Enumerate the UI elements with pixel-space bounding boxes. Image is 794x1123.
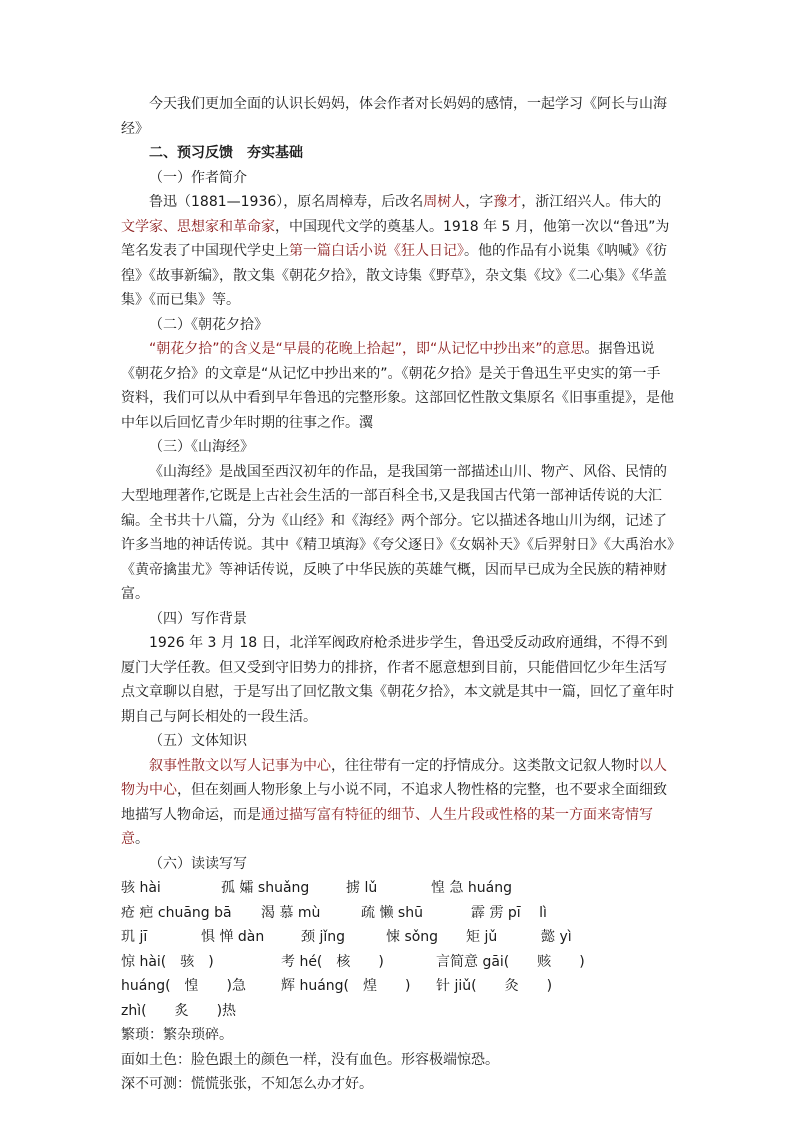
vocab-item: 渴 慕 mù: [261, 904, 321, 921]
definition-line: 繁琐：繁杂琐碎。: [121, 1027, 233, 1043]
vocab-item: 悚 sǒng: [386, 929, 439, 945]
vocab-row: [121, 950, 674, 975]
background-paragraph: 1926 年 3 月 18 日，北洋军阀政府枪杀进步学生，鲁迅受反动政府通缉，不得不到厦门大学任教。但又受到守旧势力的排挤，作者不愿意想到目前，只能借回忆少年生活写点文章聊以自慰，于是写出了回忆散文集《朝花夕拾》，本文就是其中一篇，回忆了童年时期自己与阿长相处的一段生活。: [121, 635, 674, 725]
zhaohua-paragraph: [121, 337, 674, 435]
text: ，浙江绍兴人。伟大的: [521, 194, 662, 210]
vocab-item: 惊 hài( 骇 ): [121, 953, 214, 970]
highlight-name: 周树人: [423, 194, 466, 210]
vocab-row: [121, 999, 674, 1024]
text: 。: [135, 831, 149, 847]
vocab-row: [121, 876, 674, 901]
intro-line-2: [121, 117, 674, 142]
text: 鲁迅（1881—1936），原名周樟寿，后改名: [149, 194, 424, 210]
vocab-item: 骇 hài: [121, 880, 161, 896]
vocab-row: [121, 925, 674, 950]
vocab-row: [121, 901, 674, 926]
text: ，字: [465, 194, 494, 210]
vocab-item: 霹 雳 pī lì: [471, 904, 547, 921]
zhaohua-heading: （二）《朝花夕拾》: [149, 316, 268, 333]
genre-paragraph: [121, 754, 674, 852]
author-intro-paragraph: [121, 190, 674, 313]
vocab-item: 辉 huáng( 煌 ): [281, 978, 411, 994]
highlight-center: 以人物为中心: [121, 757, 667, 798]
vocab-item: huáng( 惶 )急: [121, 978, 247, 994]
highlight-genre-def: 叙事性散文以写人记事为中心: [149, 757, 331, 774]
intro-text-a: 今天我们更加全面的认识长妈妈，体会作者对长妈妈的感情，一起学习《阿长与山海: [149, 96, 667, 112]
section-2-heading: 二、预习反馈 夯实基础: [149, 145, 303, 161]
text: ，但在刻画人物形象上与小说不同，不追求人物性格的完整，也不要求全面细致地描写人物命运，而是: [121, 782, 667, 823]
vocab-item: 疏 懒 shū: [361, 904, 423, 921]
author-intro-heading: （一）作者简介: [149, 169, 247, 186]
highlight-method: 通过描写富有特征的细节、人生片段或性格的某一方面来寄情写意: [121, 806, 653, 847]
vocab-item: 惧 惮 dàn: [201, 929, 265, 945]
text: ，中国现代文学的奠基人。1918 年 5 月，他第一次以“鲁迅”为笔名发表了中国现代学史上: [121, 218, 670, 259]
vocab-item: 言简意 gāi( 赅 ): [436, 953, 585, 970]
vocab-item: 惶 急 huáng: [431, 880, 512, 896]
vocab-item: 颈 jǐng: [301, 929, 345, 945]
vocab-item: 玑 jī: [121, 929, 148, 945]
vocab-row: [121, 974, 674, 999]
document-body: [121, 92, 674, 1097]
vocab-item: 孤 孀 shuǎng: [221, 880, 310, 896]
text: 。他的作品有小说集《呐喊》《彷徨》《故事新编》，散文集《朝花夕拾》，散文诗集《野草》，杂文集《坟》《二心集》《华盖集》《而已集》等。: [121, 243, 667, 308]
shanhaijing-heading: （三）《山海经》: [149, 439, 254, 455]
vocab-item: 掳 lǔ: [346, 880, 378, 896]
highlight-meaning: “朝花夕拾”的含义是“早晨的花晚上拾起”，即“从记忆中抄出来”的意思: [149, 341, 585, 357]
shanhaijing-paragraph: 《山海经》是战国至西汉初年的作品，是我国第一部描述山川、物产、风俗、民情的大型地理著作,它既是上古社会生活的一部百科全书,又是我国古代第一部神话传说的大汇编。全书共十八篇，分为《山经》和《海经》两个部分。它以描述各地山川为纲，记述了许多当地的神话传说。其中《精卫填海》《夸父逐日》《女娲补天》《后羿射日》《大禹治水》《黄帝擒蚩尤》等神话传说，反映了中华民族的英雄气概，因而早已成为全民族的精神财富。: [121, 463, 674, 602]
intro-line: [121, 92, 674, 117]
vocab-heading: （六）读读写写: [149, 855, 247, 872]
vocab-item: 矩 jǔ: [466, 929, 498, 945]
definition-line: 面如土色：脸色跟土的颜色一样，没有血色。形容极端惊恐。: [121, 1051, 499, 1068]
vocab-item: 考 hé( 核 ): [281, 953, 384, 970]
genre-heading: （五）文体知识: [149, 733, 247, 749]
highlight-first-novel: 第一篇白话小说《狂人日记》: [289, 243, 464, 259]
definition-line: 深不可测：慌慌张张，不知怎么办才好。: [121, 1076, 373, 1092]
vocab-item: 懿 yì: [541, 929, 572, 945]
background-heading: （四）写作背景: [149, 610, 247, 627]
highlight-courtesy-name: 豫才: [493, 194, 522, 210]
vocab-item: 针 jiǔ( 灸 ): [436, 978, 553, 994]
text: ，往往带有一定的抒情成分。这类散文记叙人物时: [331, 757, 639, 774]
vocab-item: zhì( 炙 )热: [121, 1002, 237, 1019]
vocab-item: 疮 疤 chuāng bā: [121, 904, 232, 921]
highlight-titles: 文学家、思想家和革命家: [121, 218, 275, 235]
intro-text-b: 经》: [121, 120, 149, 137]
text: 。据鲁迅说《朝花夕拾》的文章是“从记忆中抄出来的”。《朝花夕拾》是关于鲁迅生平史实的第一手资料，我们可以从中看到早年鲁迅的完整形象。这部回忆性散文集原名《旧事重提》，是他中年以后回忆青少年时期的往事之作。瀷: [121, 341, 674, 431]
